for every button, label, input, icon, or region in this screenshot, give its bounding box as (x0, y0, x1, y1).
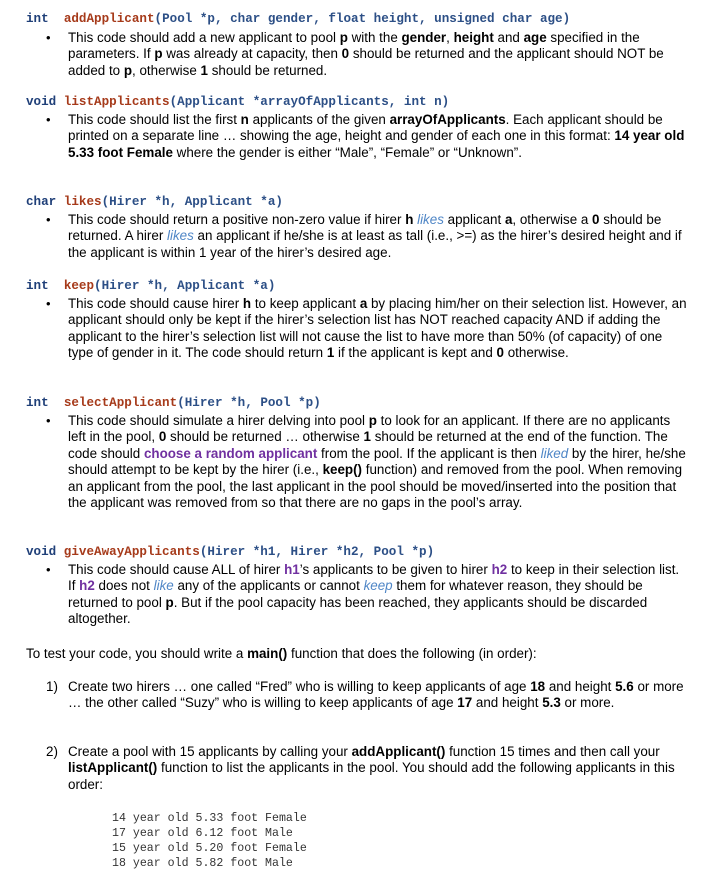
step-1-text (68, 679, 690, 712)
emphasis-text: h (242, 296, 252, 311)
bullet-icon: • (46, 296, 51, 311)
return-type: void (26, 95, 57, 109)
function-signature-selectApplicant (26, 396, 321, 411)
text-run: or more … the other called “Suzy” who is willing to keep applicants of age (68, 679, 684, 711)
text-run: and height (545, 679, 616, 694)
bullet-icon: • (46, 30, 51, 45)
text-run: This code should cause hirer (68, 296, 243, 311)
emphasis-text: height (453, 30, 494, 45)
highlight-text: h1 (284, 562, 300, 577)
description-giveAwayApplicants (68, 562, 690, 628)
highlight-text: h2 (79, 578, 95, 594)
text-run: was already at capacity, then (162, 46, 342, 62)
text-run: to keep applicant (251, 296, 360, 311)
text-run: , (446, 30, 454, 45)
function-name: addApplicant (63, 12, 155, 26)
emphasis-text: 0 (158, 429, 167, 445)
return-type: int (26, 279, 49, 293)
sample-line: 18 year old 5.82 foot Male (112, 857, 293, 870)
sample-line: 15 year old 5.20 foot Female (112, 842, 307, 855)
text-run: , otherwise (132, 62, 201, 78)
emphasis-text: h (405, 212, 414, 227)
function-name: likes (63, 195, 102, 209)
text-run: if the applicant is kept and (334, 345, 497, 361)
emphasis-text: keep() (322, 462, 363, 478)
text-run: an applicant if he/she is at least as tall (i.e., >=) as the hirer’s desired height and if the applicant is within 1 year of the hirer’s desired age. (68, 228, 682, 260)
highlight-text: choose a random applicant (143, 445, 318, 461)
text-run: . Each applicant should be printed on a separate line … showing the age, height and gender of each one in this format: (68, 112, 663, 144)
text-run: to look for an applicant. If there are no applicants left in the pool, (68, 413, 671, 445)
text-run: with the (347, 30, 402, 45)
emphasis-text: 14 year old 5.33 foot Female (68, 128, 685, 160)
description-likes (68, 212, 690, 261)
highlight-text: h2 (491, 562, 508, 577)
emphasis-text: 1 (363, 429, 371, 445)
text-run: This code should simulate a hirer delving into pool (68, 413, 369, 428)
description-selectApplicant (68, 413, 690, 511)
function-params: (Hirer *h, Applicant *a) (94, 279, 276, 293)
text-run: should be returned. A hirer (68, 212, 662, 244)
text-run: , otherwise a (512, 212, 593, 227)
step-number: 1) (46, 679, 58, 694)
text-run: from the pool. If the applicant is then (317, 445, 541, 461)
return-type: int (26, 396, 49, 410)
text-run: function) and removed from the pool. When removing an applicant from the pool, the last applicant in the pool should be moved/inserted into the position that the applicant was removed from so that there are no gaps in the pool’s array. (68, 462, 683, 511)
emphasis-text: p (165, 594, 174, 610)
function-signature-giveAwayApplicants (26, 545, 434, 560)
emphasis-text: 0 (592, 212, 600, 227)
function-params: (Hirer *h, Applicant *a) (101, 195, 283, 209)
function-params: (Hirer *h, Pool *p) (177, 396, 321, 410)
sample-line: 14 year old 5.33 foot Female (112, 812, 307, 825)
emphasis-text: 5.3 (542, 695, 561, 711)
description-addApplicant (68, 30, 690, 79)
text-run: or more. (560, 695, 615, 711)
emphasis-text: 1 (200, 62, 208, 78)
testing-intro (26, 646, 686, 662)
emphasis-text: a (359, 296, 368, 311)
emphasis-text: p (154, 46, 163, 62)
text-run: applicant (443, 212, 505, 227)
function-name: giveAwayApplicants (63, 545, 200, 559)
text-run: by the hirer, he/she should attempt to be kept by the hirer (i.e., (68, 445, 686, 478)
hyperlink-text[interactable]: likes (167, 228, 194, 244)
emphasis-text: addApplicant() (351, 744, 446, 759)
emphasis-text: p (339, 30, 348, 45)
function-signature-likes (26, 195, 283, 210)
text-run: ’s applicants to be given to hirer (299, 562, 492, 577)
text-run: and (493, 30, 524, 45)
text-run: and height (472, 695, 543, 711)
emphasis-text: gender (401, 30, 447, 45)
hyperlink-text[interactable]: keep (363, 578, 393, 594)
text-run: function 15 times and then call your (445, 744, 660, 759)
emphasis-text: n (240, 112, 249, 127)
function-signature-listApplicants (26, 95, 449, 110)
function-name: selectApplicant (63, 396, 178, 410)
text-run: specified in the parameters. If (68, 30, 640, 62)
return-type: int (26, 12, 49, 26)
text-run: This code should list the first (68, 112, 241, 127)
hyperlink-text[interactable]: like (153, 578, 174, 594)
text-run: by placing him/her on their selection list. However, an applicant should only be kept if the hirer’s selection list has NOT reached capacity AND if adding the applicant to the hirer’s selection list will not cause the list to have more than 50% (of capacity) of one type of gender in it. The code should return (68, 296, 687, 361)
hyperlink-text[interactable]: likes (417, 212, 444, 227)
function-signature-keep (26, 279, 275, 294)
text-run: function to list the applicants in the pool. You should add the following applicants in this order: (68, 760, 675, 792)
return-type: char (26, 195, 57, 209)
description-keep (68, 296, 690, 362)
text-run: where the gender is either “Male”, “Female” or “Unknown”. (172, 144, 522, 160)
text-run: applicants of the given (248, 112, 390, 127)
hyperlink-text[interactable]: liked (540, 445, 569, 461)
function-name: keep (63, 279, 95, 293)
sample-line: 17 year old 6.12 foot Male (112, 827, 293, 840)
emphasis-text: 17 (457, 695, 473, 711)
function-name: listApplicants (63, 95, 170, 109)
bullet-icon: • (46, 212, 51, 227)
text-run: does not (94, 578, 154, 594)
function-params: (Applicant *arrayOfApplicants, int n) (169, 95, 450, 109)
emphasis-text: main() (247, 646, 288, 661)
step-2-text (68, 744, 690, 793)
text-run: should be returned … otherwise (166, 429, 364, 445)
emphasis-text: 5.6 (615, 679, 634, 694)
emphasis-text: 0 (496, 345, 504, 361)
function-signature-addApplicant (26, 12, 570, 27)
text-run: This code should return a positive non-zero value if hirer (68, 212, 406, 227)
emphasis-text: age (523, 30, 547, 45)
text-run: otherwise. (504, 345, 569, 361)
emphasis-text: listApplicant() (68, 760, 158, 776)
text-run: This code should add a new applicant to pool (68, 30, 340, 45)
description-listApplicants (68, 112, 690, 161)
step-number: 2) (46, 744, 58, 759)
text-run: function that does the following (in order): (287, 646, 537, 661)
text-run: Create two hirers … one called “Fred” who is willing to keep applicants of age (68, 679, 531, 694)
text-run: any of the applicants or cannot (173, 578, 364, 594)
bullet-icon: • (46, 562, 51, 577)
text-run: Create a pool with 15 applicants by calling your (68, 744, 352, 759)
text-run: them for whatever reason, they should be returned to pool (68, 578, 643, 610)
bullet-icon: • (46, 413, 51, 428)
text-run: This code should cause ALL of hirer (68, 562, 285, 577)
text-run: should be returned. (207, 62, 328, 78)
text-run: to keep in their selection list. If (68, 562, 680, 594)
emphasis-text: a (504, 212, 513, 227)
emphasis-text: 0 (341, 46, 350, 62)
text-run: . But if the pool capacity has been reached, they applicants should be discarded altogether. (68, 594, 648, 627)
bullet-icon: • (46, 112, 51, 127)
text-run: should be returned at the end of the function. The code should (68, 429, 668, 461)
function-params: (Pool *p, char gender, float height, unsigned char age) (154, 12, 571, 26)
return-type: void (26, 545, 57, 559)
emphasis-text: 18 (530, 679, 546, 694)
emphasis-text: arrayOfApplicants (389, 112, 506, 127)
text-run: To test your code, you should write a (26, 646, 248, 661)
text-run: should be returned and the applicant should NOT be added to (68, 46, 664, 78)
emphasis-text: p (368, 413, 377, 428)
emphasis-text: p (123, 62, 133, 78)
function-params: (Hirer *h1, Hirer *h2, Pool *p) (199, 545, 435, 559)
emphasis-text: 1 (326, 345, 335, 361)
